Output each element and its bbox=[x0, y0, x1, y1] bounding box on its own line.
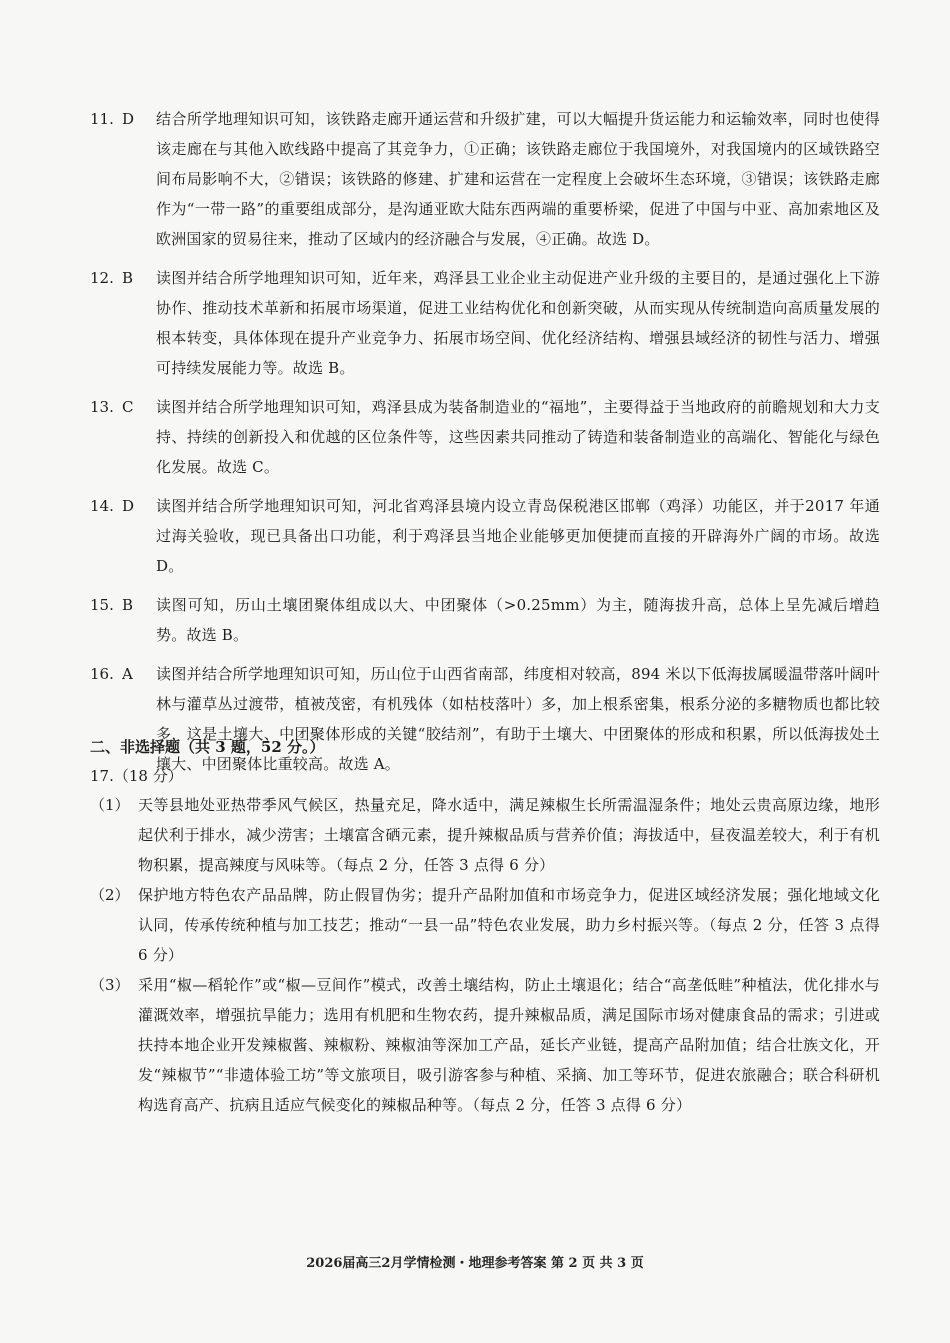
answer-letter: B bbox=[122, 596, 134, 614]
answer-explanation: 读图并结合所学地理知识可知，近年来，鸡泽县工业企业主动促进产业升级的主要目的，是通过强化上下游协作、推动技术革新和拓展市场渠道，促进工业结构优化和创新突破，从而实现从传统制造向高质量发展的根本转变，具体体现在提升产业竞争力、拓展市场空间、优化经济结构、增强县域经济的韧性与活力、增强可持续发展能力等。故选 B。 bbox=[156, 269, 880, 377]
answer-explanation: 读图可知，历山土壤团聚体组成以大、中团聚体（>0.25mm）为主，随海拔升高，总体上呈先减后增趋势。故选 B。 bbox=[156, 596, 880, 644]
answer-letter: D bbox=[122, 110, 135, 128]
sub-answer-1 bbox=[90, 790, 880, 880]
answer-letter: A bbox=[122, 665, 133, 683]
answer-explanation: 读图并结合所学地理知识可知，鸡泽县成为装备制造业的“福地”，主要得益于当地政府的前瞻规划和大力支持、持续的创新投入和优越的区位条件等，这些因素共同推动了铸造和装备制造业的高端化、智能化与绿色化发展。故选 C。 bbox=[156, 398, 880, 476]
section-title: 二、非选择题（共 3 题，52 分。） bbox=[90, 738, 325, 756]
answer-item-14 bbox=[90, 491, 880, 581]
question-number: 15. bbox=[90, 596, 114, 614]
multiple-choice-answers bbox=[90, 104, 880, 788]
question-number: 11. bbox=[90, 110, 114, 128]
answer-item-15 bbox=[90, 590, 880, 650]
question-number: 14. bbox=[90, 497, 114, 515]
sub-answer-number: （3） bbox=[90, 976, 130, 994]
question-number: 13. bbox=[90, 398, 114, 416]
answer-explanation: 读图并结合所学地理知识可知，河北省鸡泽县境内设立青岛保税港区邯郸（鸡泽）功能区，并于2017 年通过海关验收，现已具备出口功能，利于鸡泽县当地企业能够更加便捷而直接的开辟海外广阔的市场。故选 D。 bbox=[156, 497, 880, 575]
sub-answer-2 bbox=[90, 880, 880, 970]
sub-answer-number: （2） bbox=[90, 886, 130, 904]
question-number: 16. bbox=[90, 665, 114, 683]
sub-answer-text: 保护地方特色农产品品牌，防止假冒伪劣；提升产品附加值和市场竞争力，促进区域经济发展；强化地域文化认同，传承传统种植与加工技艺；推动“一县一品”特色农业发展，助力乡村振兴等。（每点 2 分，任答 3 点得 6 分） bbox=[138, 886, 880, 964]
non-choice-section bbox=[90, 732, 880, 1120]
answer-letter: B bbox=[122, 269, 134, 287]
question-17-header: 17.（18 分） bbox=[90, 767, 183, 785]
question-number: 12. bbox=[90, 269, 114, 287]
sub-answer-3 bbox=[90, 970, 880, 1120]
answer-explanation: 读图并结合所学地理知识可知，历山位于山西省南部，纬度相对较高，894 米以下低海拔属暖温带落叶阔叶林与灌草丛过渡带，植被茂密，有机残体（如枯枝落叶）多，加上根系密集，根系分泌的多糖物质也都比较多，这是土壤大、中团聚体形成的关键“胶结剂”，有助于土壤大、中团聚体的形成和积累，所以低海拔处土壤大、中团聚体比重较高。故选 A。 bbox=[156, 665, 880, 773]
answer-item-12 bbox=[90, 263, 880, 383]
sub-answer-text: 天等县地处亚热带季风气候区，热量充足，降水适中，满足辣椒生长所需温湿条件；地处云贵高原边缘，地形起伏利于排水，减少涝害；土壤富含硒元素，提升辣椒品质与营养价值；海拔适中，昼夜温差较大，利于有机物积累，提高辣度与风味等。（每点 2 分，任答 3 点得 6 分） bbox=[138, 796, 880, 874]
answer-item-13 bbox=[90, 392, 880, 482]
answer-item-11 bbox=[90, 104, 880, 254]
answer-letter: D bbox=[122, 497, 135, 515]
answer-explanation: 结合所学地理知识可知，该铁路走廊开通运营和升级扩建，可以大幅提升货运能力和运输效率，同时也使得该走廊在与其他入欧线路中提高了其竞争力，①正确；该铁路走廊位于我国境外，对我国境内的区域铁路空间布局影响不大，②错误；该铁路的修建、扩建和运营在一定程度上会破坏生态环境，③错误；该铁路走廊作为“一带一路”的重要组成部分，是沟通亚欧大陆东西两端的重要桥梁，促进了中国与中亚、高加索地区及欧洲国家的贸易往来，推动了区域内的经济融合与发展，④正确。故选 D。 bbox=[156, 110, 880, 248]
page-footer: 2026届高三2月学情检测・地理参考答案 第 2 页 共 3 页 bbox=[306, 1256, 644, 1271]
sub-answer-text: 采用“椒—稻轮作”或“椒—豆间作”模式，改善土壤结构，防止土壤退化；结合“高垄低畦”种植法，优化排水与灌溉效率，增强抗旱能力；选用有机肥和生物农药，提升辣椒品质，满足国际市场对健康食品的需求；引进或扶持本地企业开发辣椒酱、辣椒粉、辣椒油等深加工产品，延长产业链，提高产品附加值；结合壮族文化，开发“辣椒节”“非遗体验工坊”等文旅项目，吸引游客参与种植、采摘、加工等环节，促进农旅融合；联合科研机构选育高产、抗病且适应气候变化的辣椒品种等。（每点 2 分，任答 3 点得 6 分） bbox=[138, 976, 880, 1114]
sub-answer-number: （1） bbox=[90, 796, 130, 814]
answer-letter: C bbox=[122, 398, 134, 416]
